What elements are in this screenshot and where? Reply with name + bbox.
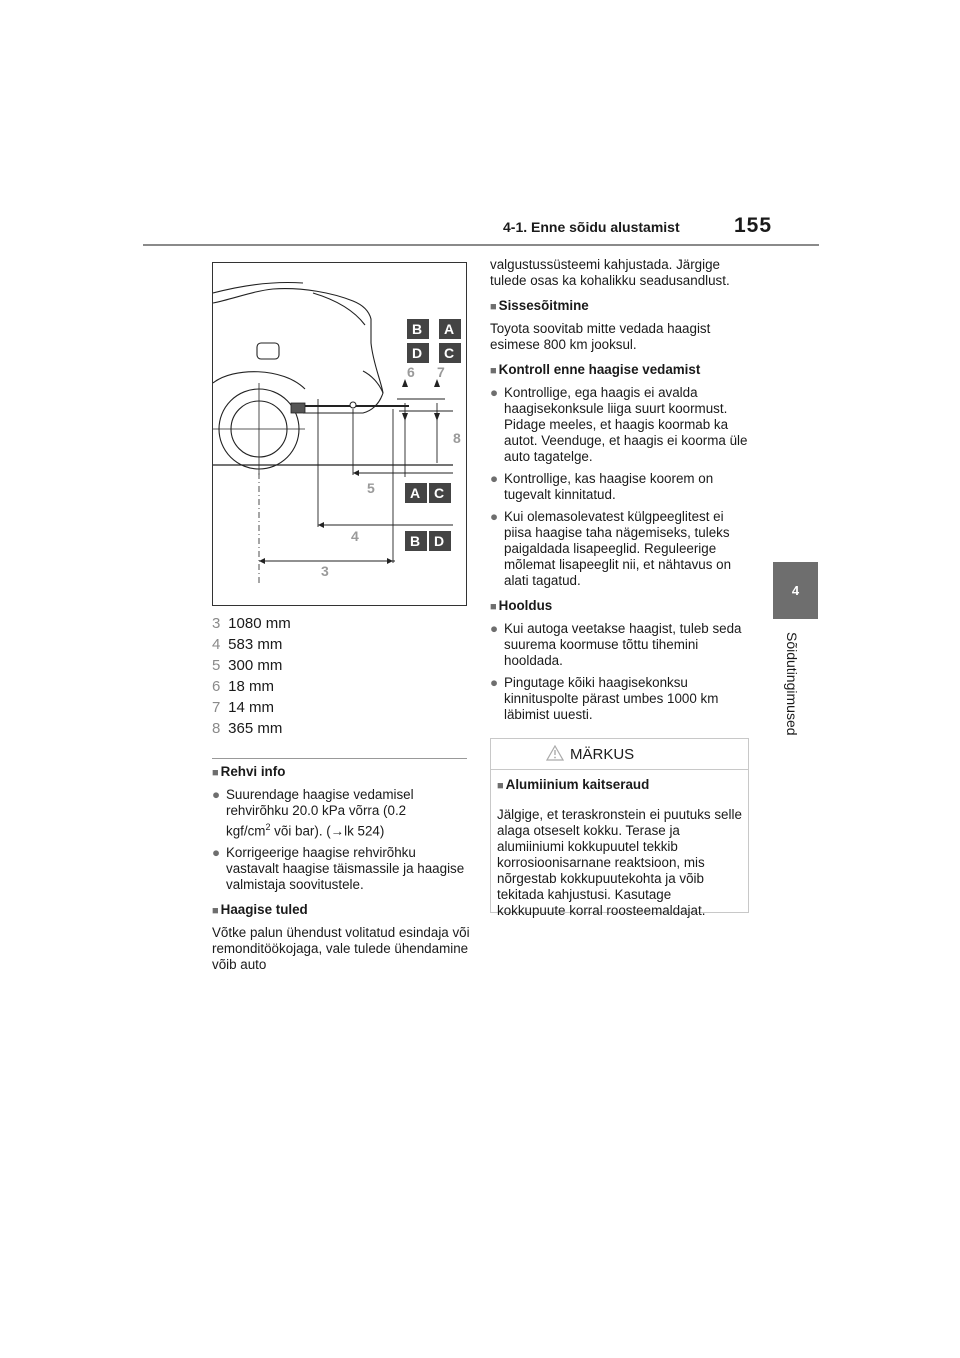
label-c-mid: C	[434, 485, 445, 501]
notice-header	[491, 739, 748, 770]
measurement-3: 3 1080 mm	[212, 615, 291, 632]
notice-box	[490, 738, 749, 919]
maintenance-heading: ■ Hooldus	[490, 598, 553, 613]
tow-hitch	[291, 403, 305, 413]
left-column	[212, 755, 470, 973]
trailer-lights-body: Võtke palun ühendust volitatud esindaja või remonditöökojaga, vale tulede ühendamine võib auto	[212, 925, 470, 973]
notice-title: MÄRKUS	[570, 746, 635, 763]
figure-number-3: 3	[321, 563, 329, 579]
label-d-low: D	[434, 533, 445, 549]
figure-number-4: 4	[351, 528, 359, 544]
continued-text: valgustussüsteemi kahjustada. Järgige tulede osas ka kohalikku seadusandlust.	[490, 257, 730, 288]
label-b-low: B	[410, 533, 421, 549]
measurement-4: 4 583 mm	[212, 636, 283, 653]
tire-info-heading: ■ Rehvi info	[212, 764, 286, 779]
towing-dimensions-figure	[212, 262, 467, 606]
section-title: 4-1. Enne sõidu alustamist	[503, 219, 680, 235]
label-d-top: D	[412, 345, 423, 361]
check-bullet-3: ● Kui olemasolevatest külgpeeglitest ei piisa haagise taha nägemiseks, tuleks paigaldada lisapeeglid. Reguleerige mõlemat lisapeeglit nii, et nähtavus on alati tagatud.	[490, 509, 732, 588]
trailer-lights-heading: ■ Haagise tuled	[212, 902, 308, 918]
towing-dimensions-diagram	[213, 263, 466, 605]
check-bullet-1: ● Kontrollige, ega haagis ei avalda haagisekonksule liiga suurt koormust. Pidage meeles, et haagis koormab ka autot. Veenduge, et haagis ei koorma üle auto tagatelge.	[490, 385, 748, 464]
warning-triangle-icon	[546, 745, 564, 761]
page-number: 155	[734, 214, 773, 237]
chapter-label: Sõidutingimused	[784, 632, 800, 736]
rear-window	[313, 293, 365, 325]
tow-ball	[350, 402, 356, 408]
label-c-top: C	[444, 345, 455, 361]
check-bullet-2: ● Kontrollige, kas haagise koorem on tugevalt kinnitatud.	[490, 471, 714, 502]
break-in-heading: ■ Sissesõitmine	[490, 298, 589, 313]
figure-number-7: 7	[437, 364, 445, 380]
measurement-8: 8 365 mm	[212, 720, 283, 737]
figure-number-6: 6	[407, 364, 415, 380]
tire-bullet-2: ● Korrigeerige haagise rehvirõhku vastavalt haagise täismassile ja haagise valmistaja soovitustele.	[212, 845, 465, 893]
maintenance-bullet-2: ● Pingutage kõiki haagisekonksu kinnituspolte pärast umbes 1000 km läbimist uuesti.	[490, 675, 719, 722]
tail-light	[257, 343, 279, 359]
label-a-top: A	[444, 321, 455, 337]
notice-body	[491, 770, 748, 938]
header-rule	[143, 244, 819, 246]
figure-number-5: 5	[367, 480, 375, 496]
label-a-mid: A	[410, 485, 421, 501]
chapter-tab: 4	[773, 562, 818, 619]
right-column	[490, 257, 752, 723]
break-in-body: Toyota soovitab mitte vedada haagist esimese 800 km jooksul.	[490, 321, 711, 352]
maintenance-bullet-1: ● Kui autoga veetakse haagist, tuleb seda suurema koormuse tõttu tihemini hooldada.	[490, 621, 742, 668]
pre-tow-check-heading: ■ Kontroll enne haagise vedamist	[490, 362, 701, 377]
measurement-7: 7 14 mm	[212, 699, 275, 716]
measurement-5: 5 300 mm	[212, 657, 283, 674]
label-b-top: B	[412, 321, 423, 337]
measurement-6: 6 18 mm	[212, 678, 275, 695]
figure-number-8: 8	[453, 430, 461, 446]
aluminium-bumper-body: Jälgige, et teraskronstein ei puutuks selle alaga otseselt kokku. Terase ja alumiiniumi kokkupuutel tekkib korrosioonisarnane reaktsioon, mis nõrgestab kokkupuutekohta ja võib tekitada kahjustusi. Kasutage kokkupuute korral roosteemaldajat.	[497, 807, 742, 919]
tire-bullet-1: ● Suurendage haagise vedamisel rehvirõhku 20.0 kPa võrra (0.2 kgf/$cm^2$ või bar). (→lk 524)	[212, 787, 414, 839]
aluminium-bumper-heading: ■ Alumiinium kaitseraud	[497, 777, 650, 792]
